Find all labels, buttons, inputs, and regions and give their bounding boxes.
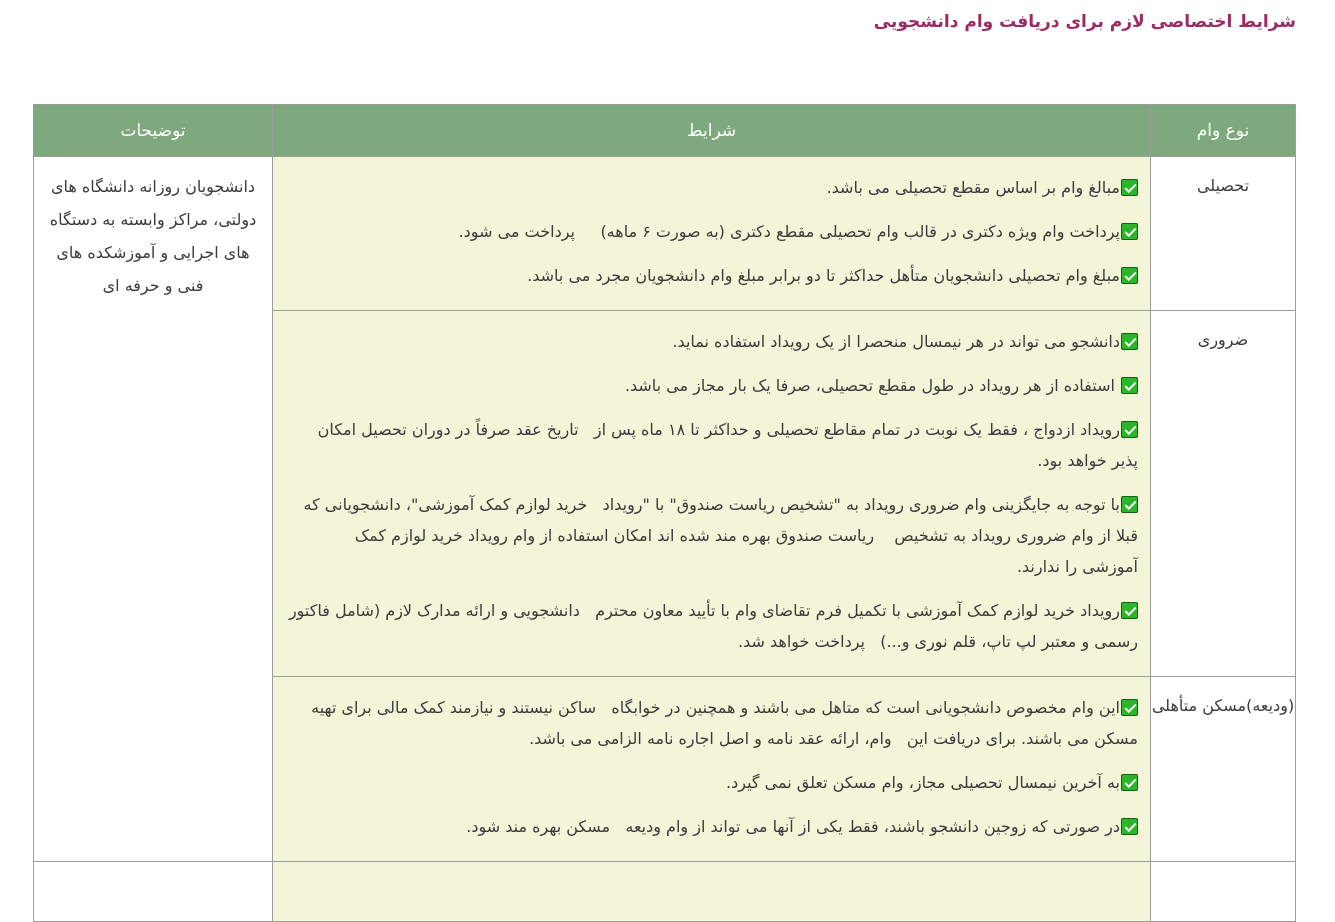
loan-type-cell: تحصیلی — [1151, 157, 1296, 311]
loan-type-cell: ضروری — [1151, 311, 1296, 677]
condition-text: در صورتی که زوجین دانشجو باشند، فقط یکی از آنها می تواند از وام ودیعه مسکن بهره مند شود. — [466, 817, 1120, 836]
checked-checkbox-icon — [1121, 602, 1138, 619]
checked-checkbox-icon — [1121, 377, 1138, 394]
condition-item — [283, 595, 1138, 657]
condition-text: دانشجو می تواند در هر نیمسال منحصرا از یک رویداد استفاده نماید. — [672, 332, 1120, 351]
checked-checkbox-icon — [1121, 223, 1138, 240]
condition-item — [287, 172, 1138, 203]
condition-text: مبلغ وام تحصیلی دانشجویان متأهل حداکثر تا دو برابر مبلغ وام دانشجویان مجرد می باشد. — [527, 266, 1120, 285]
checked-checkbox-icon — [1121, 699, 1138, 716]
condition-item — [287, 414, 1138, 476]
checked-checkbox-icon — [1121, 333, 1138, 350]
column-header-conditions: شرایط — [273, 105, 1151, 157]
page-title: شرایط اختصاصی لازم برای دریافت وام دانشجویی — [873, 12, 1296, 32]
loan-conditions-table — [33, 104, 1296, 922]
condition-text: پرداخت وام ویژه دکتری در قالب وام تحصیلی مقطع دکتری (به صورت ۶ ماهه) پرداخت می شود. — [458, 222, 1120, 241]
condition-text: رویداد خرید لوازم کمک آموزشی با تکمیل فرم تقاضای وام با تأیید معاون محترم دانشجویی و ارائه مدارک لازم (شامل فاکتور رسمی و معتبر لپ تاپ، قلم نوری و...) پرداخت خواهد شد. — [283, 601, 1138, 651]
checked-checkbox-icon — [1121, 496, 1138, 513]
checked-checkbox-icon — [1121, 421, 1138, 438]
notes-cell: دانشجویان روزانه دانشگاه های دولتی، مراکز وابسته به دستگاه های اجرایی و آموزشکده های فنی و حرفه ای — [34, 157, 273, 862]
condition-item — [287, 260, 1138, 291]
checked-checkbox-icon — [1121, 774, 1138, 791]
loan-type-cell — [1151, 862, 1296, 922]
checked-checkbox-icon — [1121, 267, 1138, 284]
condition-text: مبالغ وام بر اساس مقطع تحصیلی می باشد. — [826, 178, 1120, 197]
notes-cell — [34, 862, 273, 922]
condition-item — [287, 489, 1138, 582]
conditions-cell — [273, 677, 1151, 862]
conditions-cell — [273, 157, 1151, 311]
checked-checkbox-icon — [1121, 179, 1138, 196]
condition-item — [287, 216, 1138, 247]
column-header-loan-type: نوع وام — [1151, 105, 1296, 157]
checked-checkbox-icon — [1121, 818, 1138, 835]
table-row-educational-loan — [34, 157, 1296, 311]
condition-item — [287, 767, 1138, 798]
condition-text: این وام مخصوص دانشجویانی است که متاهل می باشند و همچنین در خوابگاه ساکن نیستند و نیازمند کمک مالی برای تهیه مسکن می باشند. برای دریافت این وام، ارائه عقد نامه و اصل اجاره نامه الزامی می باشد. — [306, 698, 1138, 748]
condition-item — [287, 811, 1138, 842]
condition-item — [287, 692, 1138, 754]
column-header-notes: توضیحات — [34, 105, 273, 157]
condition-item — [287, 370, 1138, 401]
condition-text: با توجه به جایگزینی وام ضروری رویداد به "تشخیص ریاست صندوق" با "رویداد خرید لوازم کمک آموزشی"، دانشجویانی که قبلا از وام ضروری رویداد به تشخیص ریاست صندوق بهره مند شده اند امکان استفاده از وام رویداد خرید لوازم کمک آموزشی را ندارند. — [298, 495, 1138, 576]
page — [0, 10, 1335, 870]
condition-text: به آخرین نیمسال تحصیلی مجاز، وام مسکن تعلق نمی گیرد. — [726, 773, 1120, 792]
table-row-partial — [34, 862, 1296, 922]
conditions-cell — [273, 311, 1151, 677]
table-header-row — [34, 105, 1296, 157]
condition-text: رویداد ازدواج ، فقط یک نوبت در تمام مقاطع تحصیلی و حداکثر تا ۱۸ ماه پس از تاریخ عقد صرفاً در دوران تحصیل امکان پذیر خواهد بود. — [312, 420, 1138, 470]
condition-item — [287, 326, 1138, 357]
loan-type-cell: (ودیعه)مسکن متأهلی — [1151, 677, 1296, 862]
condition-text: استفاده از هر رویداد در طول مقطع تحصیلی، صرفا یک بار مجاز می باشد. — [624, 376, 1120, 395]
conditions-cell — [273, 862, 1151, 922]
